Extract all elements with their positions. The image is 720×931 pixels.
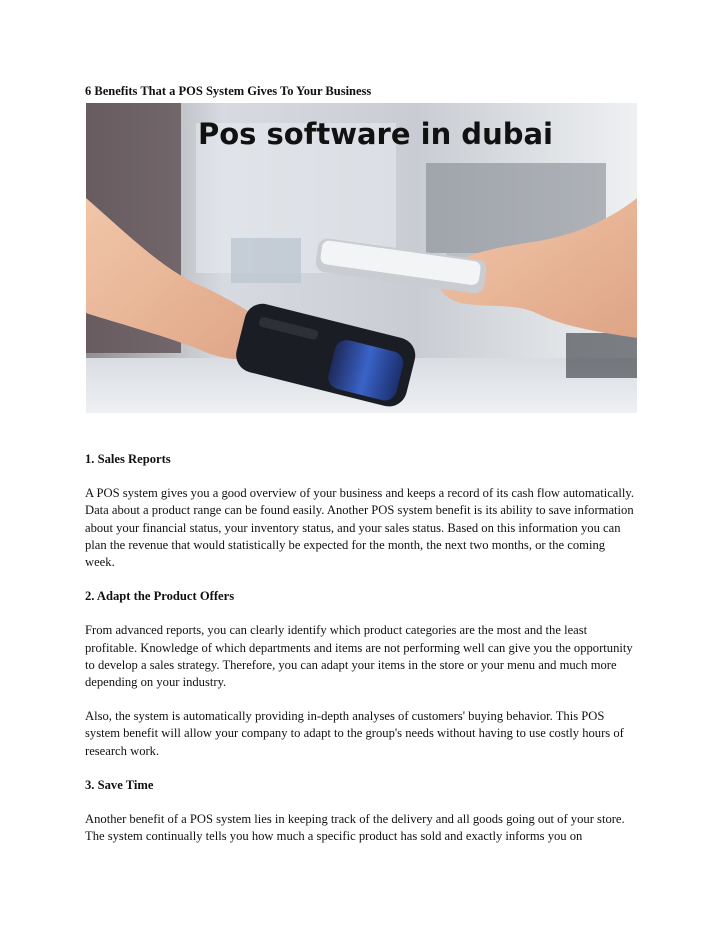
hero-overlay-text: Pos software in dubai — [198, 117, 553, 151]
paragraph: Another benefit of a POS system lies in keeping track of the delivery and all goods going out of your store. The system continually tells you how much a specific product has sold and exactly informs you on — [85, 812, 625, 844]
pos-payment-illustration — [86, 103, 637, 413]
section-save-time — [85, 777, 637, 846]
article-body — [85, 451, 637, 862]
paragraph: A POS system gives you a good overview of your business and keeps a record of its cash flow automatically. Data about a product range can be found easily. Another POS system benefit is its ability to save information about your financial status, your inventory status, and your sales status. Based on this information you can plan the revenue that would statistically be expected for the month, the next two months, or the coming week. — [85, 486, 635, 570]
paragraph: Also, the system is automatically providing in-depth analyses of customers' buying behavior. This POS system benefit will allow your company to adapt to the group's needs without having to use costly hours of research work. — [85, 709, 624, 758]
hero-image — [86, 103, 637, 413]
document-title: 6 Benefits That a POS System Gives To Your Business — [85, 84, 372, 98]
section-sales-reports — [85, 451, 637, 571]
paragraph: From advanced reports, you can clearly identify which product categories are the most and the least profitable. Knowledge of which departments and items are not performing well can give you the opportunity to develop a sales strategy. Therefore, you can adapt your items in the store or your menu and much more depending on your industry. — [85, 623, 633, 690]
section-heading: 2. Adapt the Product Offers — [85, 589, 235, 604]
section-heading: 3. Save Time — [85, 777, 154, 792]
section-heading: 1. Sales Reports — [85, 452, 171, 466]
section-adapt-product-offers — [85, 588, 637, 760]
